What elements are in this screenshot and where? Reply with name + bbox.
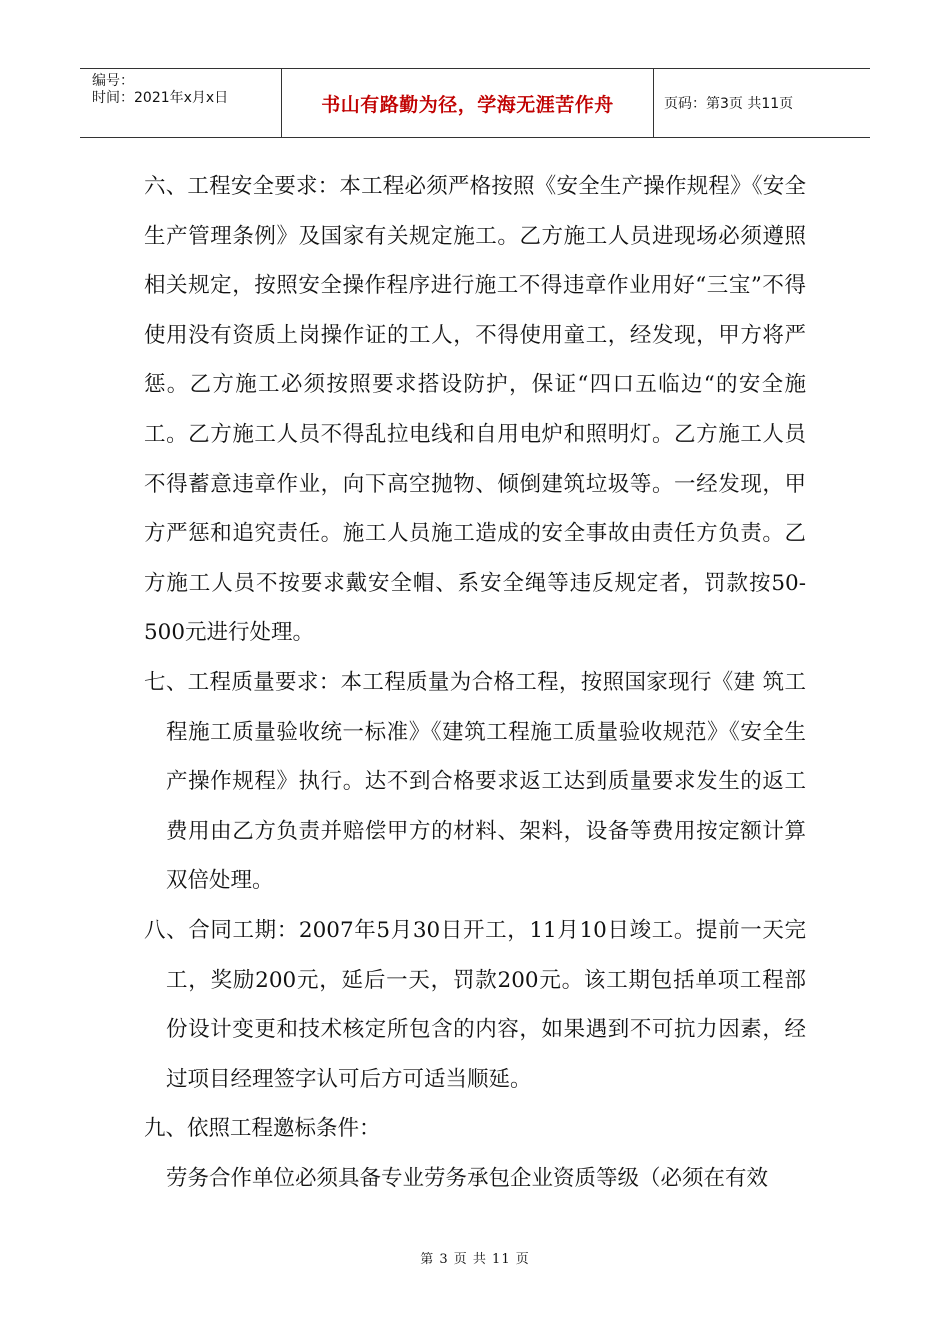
paragraph-quality-requirements: 七、工程质量要求：本工程质量为合格工程，按照国家现行《建 筑工程施工质量验收统一标准》《建筑工程施工质量验收规范》《安全生产操作规程》执行。达不到合格要求返工达到质量要求发生的返工费用由乙方负责并赔偿甲方的材料、架料，设备等费用按定额计算双倍处理。 xyxy=(144,669,806,894)
paragraph-safety-requirements: 六、工程安全要求：本工程必须严格按照《安全生产操作规程》《安全生产管理条例》及国家有关规定施工。乙方施工人员进现场必须遵照相关规定，按照安全操作程序进行施工不得违章作业用好“三宝”不得使用没有资质上岗操作证的工人，不得使用童工，经发现，甲方将严惩。乙方施工必须按照要求搭设防护，保证“四口五临边“的安全施工。乙方施工人员不得乱拉电线和自用电炉和照明灯。乙方施工人员不得蓄意违章作业，向下高空抛物、倾倒建筑垃圾等。一经发现，甲方严惩和追究责任。施工人员施工造成的安全事故由责任方负责。乙方施工人员不按要求戴安全帽、系安全绳等违反规定者，罚款按50-500元进行处理。 xyxy=(144,174,806,646)
header-page-cell xyxy=(654,69,870,137)
document-header xyxy=(80,68,870,138)
paragraph-contract-schedule: 八、合同工期：2007年5月30日开工，11月10日竣工。提前一天完工，奖励200元，延后一天，罚款200元。该工期包括单项工程部份设计变更和技术核定所包含的内容，如果遇到不可抗力因素，经过项目经理签字认可后方可适当顺延。 xyxy=(144,917,806,1092)
document-number-label: 编号： xyxy=(92,73,134,89)
header-motto: 书山有路勤为径，学海无涯苦作舟 xyxy=(321,93,614,116)
document-body xyxy=(144,162,806,1203)
page-footer: 第 3 页 共 11 页 xyxy=(420,1252,530,1267)
paragraph-bidding-conditions-text: 劳务合作单位必须具备专业劳务承包企业资质等级（必须在有效 xyxy=(166,1165,769,1191)
header-meta-cell xyxy=(80,69,282,137)
header-page-info: 页码：第3页 共11页 xyxy=(664,96,794,112)
document-date-label: 时间：2021年x月x日 xyxy=(92,90,229,106)
paragraph-bidding-conditions-heading: 九、依照工程邀标条件： xyxy=(144,1116,381,1142)
header-motto-cell xyxy=(282,69,654,137)
